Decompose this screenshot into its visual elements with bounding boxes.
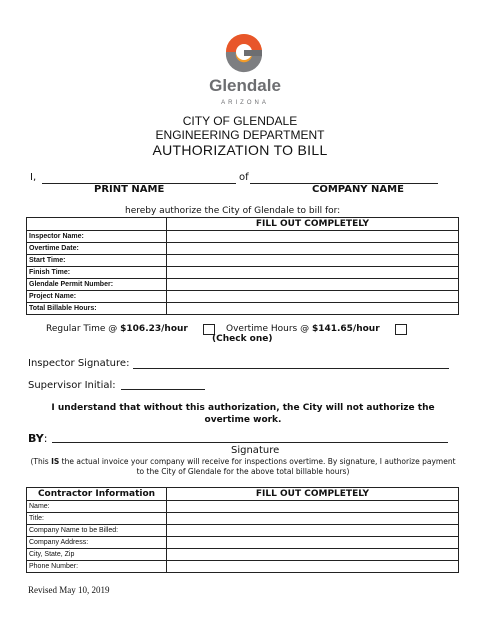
by-label: BY: [28, 432, 44, 445]
overtime-option: [226, 324, 380, 334]
contractor-table-title: Contractor Information: [27, 488, 167, 501]
company-address-input[interactable]: [167, 537, 459, 549]
overtime-checkbox[interactable]: [395, 324, 407, 335]
authorize-text: hereby authorize the City of Glendale to bill for:: [125, 206, 341, 216]
regular-time-option: [46, 324, 188, 334]
inspection-table: [26, 217, 459, 315]
table-row: [27, 537, 459, 549]
page-title: AUTHORIZATION TO BILL: [152, 142, 328, 158]
finish-time-input[interactable]: [167, 267, 459, 279]
city-state-zip-label: City, State, Zip: [27, 549, 167, 561]
phone-number-label: Phone Number:: [27, 561, 167, 573]
company-name-label: COMPANY NAME: [312, 184, 404, 195]
glendale-logo: [200, 30, 290, 112]
billable-hours-input[interactable]: [167, 303, 459, 315]
table-row: [27, 561, 459, 573]
inspector-name-label: Inspector Name:: [27, 231, 167, 243]
supervisor-initial-field[interactable]: [121, 389, 205, 390]
signature-note: [30, 457, 456, 477]
signature-note-is: IS: [51, 457, 60, 466]
company-billed-label: Company Name to be Billed:: [27, 525, 167, 537]
contractor-table-header: FILL OUT COMPLETELY: [167, 488, 459, 501]
check-one-note: (Check one): [212, 334, 273, 344]
table-row: [27, 291, 459, 303]
billable-hours-label: Total Billable Hours:: [27, 303, 167, 315]
logo-subtitle: ARIZONA: [221, 100, 269, 106]
start-time-label: Start Time:: [27, 255, 167, 267]
header-city: CITY OF GLENDALE: [182, 114, 298, 128]
supervisor-initial-label: Supervisor Initial:: [28, 380, 116, 391]
table-row: [27, 501, 459, 513]
table-row: [27, 267, 459, 279]
logo-wordmark: Glendale: [209, 76, 281, 95]
table-row: [27, 525, 459, 537]
inspection-table-header: FILL OUT COMPLETELY: [167, 218, 459, 231]
contractor-name-label: Name:: [27, 501, 167, 513]
overtime-label: Overtime Hours @: [226, 324, 312, 334]
finish-time-label: Finish Time:: [27, 267, 167, 279]
intro-of: of: [239, 172, 249, 183]
authorization-notice: I understand that without this authorization, the City will not authorize the overtime work.: [51, 403, 435, 425]
contractor-table: [26, 487, 459, 573]
phone-number-input[interactable]: [167, 561, 459, 573]
table-row: [27, 513, 459, 525]
contractor-title-label: Title:: [27, 513, 167, 525]
revision-date: Revised May 10, 2019: [28, 585, 110, 595]
print-name-label: PRINT NAME: [94, 184, 165, 195]
header-department: ENGINEERING DEPARTMENT: [155, 128, 325, 142]
permit-number-label: Glendale Permit Number:: [27, 279, 167, 291]
start-time-input[interactable]: [167, 255, 459, 267]
intro-prefix: I,: [30, 172, 37, 183]
table-row: [27, 303, 459, 315]
city-state-zip-input[interactable]: [167, 549, 459, 561]
table-row: [27, 549, 459, 561]
overtime-date-input[interactable]: [167, 243, 459, 255]
by-signature-field[interactable]: [52, 442, 448, 443]
contractor-name-input[interactable]: [167, 501, 459, 513]
permit-number-input[interactable]: [167, 279, 459, 291]
table-row: [27, 243, 459, 255]
regular-time-label: Regular Time @: [46, 324, 121, 334]
inspector-signature-field[interactable]: [133, 368, 449, 369]
company-billed-input[interactable]: [167, 525, 459, 537]
regular-time-rate: $106.23/hour: [120, 324, 188, 334]
table-row: [27, 279, 459, 291]
glendale-logo-mark: [200, 30, 290, 112]
inspector-name-input[interactable]: [167, 231, 459, 243]
overtime-rate: $141.65/hour: [311, 324, 380, 334]
contractor-title-input[interactable]: [167, 513, 459, 525]
inspector-signature-label: Inspector Signature:: [28, 358, 130, 369]
by-colon: :: [43, 432, 48, 445]
overtime-date-label: Overtime Date:: [27, 243, 167, 255]
project-name-label: Project Name:: [27, 291, 167, 303]
project-name-input[interactable]: [167, 291, 459, 303]
table-row: [27, 255, 459, 267]
signature-caption: Signature: [231, 445, 280, 456]
table-row: [27, 231, 459, 243]
signature-note-rest: the actual invoice your company will receive for inspections overtime. By signature, I authorize payment to the City of Glendale for the above total billable hours): [59, 457, 456, 476]
signature-note-start: (This: [30, 457, 52, 466]
by-label-wrap: [28, 432, 47, 445]
company-address-label: Company Address:: [27, 537, 167, 549]
